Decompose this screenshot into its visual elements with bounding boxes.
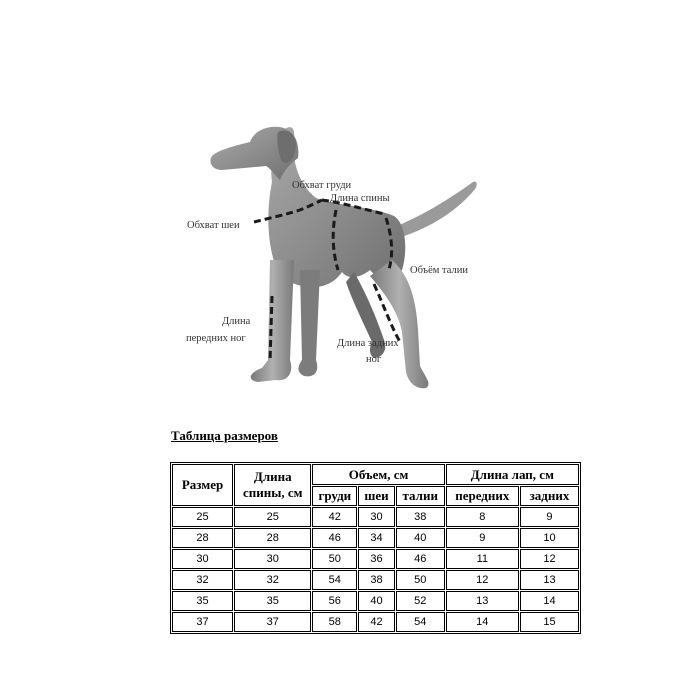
dog-hind-leg-front [370, 260, 428, 388]
cell-neck: 34 [358, 528, 395, 548]
dog-tail [392, 182, 477, 238]
cell-hind: 14 [520, 591, 579, 611]
cell-size: 37 [172, 612, 233, 632]
cell-neck: 38 [358, 570, 395, 590]
cell-neck: 40 [358, 591, 395, 611]
cell-chest: 54 [312, 570, 357, 590]
cell-chest: 58 [312, 612, 357, 632]
size-table [170, 462, 581, 634]
label-hind-legs-1: Длина задних [337, 338, 399, 349]
cell-waist: 46 [396, 549, 445, 569]
cell-back-length: 35 [234, 591, 311, 611]
cell-chest: 50 [312, 549, 357, 569]
cell-hind: 13 [520, 570, 579, 590]
cell-front: 12 [446, 570, 519, 590]
cell-neck: 36 [358, 549, 395, 569]
cell-waist: 40 [396, 528, 445, 548]
cell-waist: 50 [396, 570, 445, 590]
cell-size: 32 [172, 570, 233, 590]
cell-neck: 42 [358, 612, 395, 632]
label-hind-legs-2: ног [366, 354, 382, 365]
table-row [172, 528, 579, 548]
cell-front: 14 [446, 612, 519, 632]
cell-size: 30 [172, 549, 233, 569]
label-back: Длина спины [330, 193, 390, 204]
table-row [172, 507, 579, 527]
cell-hind: 9 [520, 507, 579, 527]
cell-size: 35 [172, 591, 233, 611]
cell-size: 25 [172, 507, 233, 527]
cell-back-length: 30 [234, 549, 311, 569]
header-chest: груди [312, 486, 357, 506]
label-front-legs-1: Длина [222, 316, 251, 327]
cell-waist: 52 [396, 591, 445, 611]
cell-back-length: 32 [234, 570, 311, 590]
cell-front: 11 [446, 549, 519, 569]
header-back-length: Длина спины, см [234, 464, 311, 506]
cell-chest: 42 [312, 507, 357, 527]
cell-back-length: 37 [234, 612, 311, 632]
cell-back-length: 28 [234, 528, 311, 548]
cell-chest: 46 [312, 528, 357, 548]
table-row [172, 549, 579, 569]
table-title: Таблица размеров [171, 428, 278, 443]
cell-waist: 38 [396, 507, 445, 527]
cell-back-length: 25 [234, 507, 311, 527]
dog-silhouette [170, 110, 570, 410]
label-waist: Объём талии [410, 265, 468, 276]
header-leg-length: Длина лап, см [446, 464, 579, 485]
table-row [172, 612, 579, 632]
dog-front-leg-right [299, 270, 321, 376]
dog-measurement-figure [170, 110, 570, 410]
header-waist: талии [396, 486, 445, 506]
label-chest: Обхват груди [292, 180, 352, 191]
header-front: передних [446, 486, 519, 506]
cell-chest: 56 [312, 591, 357, 611]
cell-neck: 30 [358, 507, 395, 527]
table-header-row [172, 464, 579, 485]
cell-front: 13 [446, 591, 519, 611]
cell-size: 28 [172, 528, 233, 548]
label-front-legs-2: передних ног [186, 333, 246, 344]
cell-hind: 15 [520, 612, 579, 632]
cell-hind: 12 [520, 549, 579, 569]
header-volume: Объем, см [312, 464, 444, 485]
table-row [172, 570, 579, 590]
cell-hind: 10 [520, 528, 579, 548]
cell-front: 9 [446, 528, 519, 548]
table-row [172, 591, 579, 611]
header-neck: шеи [358, 486, 395, 506]
cell-front: 8 [446, 507, 519, 527]
header-size: Размер [172, 464, 233, 506]
header-hind: задних [520, 486, 579, 506]
label-neck: Обхват шеи [187, 220, 240, 231]
cell-waist: 54 [396, 612, 445, 632]
